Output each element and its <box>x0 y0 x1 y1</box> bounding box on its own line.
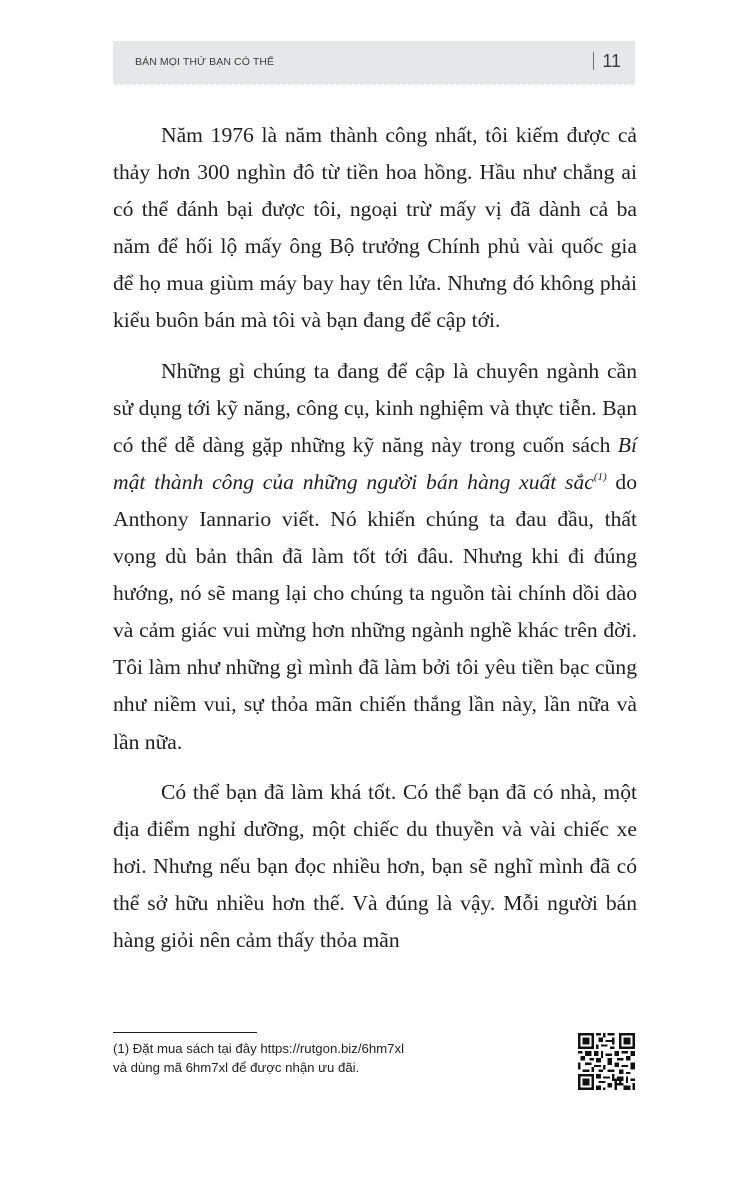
paragraph-2 <box>113 353 637 761</box>
footnote-line-2: và dùng mã 6hm7xl để được nhận ưu đãi. <box>113 1060 360 1075</box>
page-number-group <box>593 50 621 72</box>
running-header <box>113 41 635 84</box>
qr-code-icon[interactable] <box>578 1033 635 1090</box>
footnote <box>113 1039 493 1077</box>
header-separator <box>593 52 595 70</box>
paragraph-2-tail: do Anthony Iannario viết. Nó khiến chúng ta đau đầu, thất vọng dù bản thân đã làm tốt tới đâu. Nhưng khi đi đúng hướng, nó sẽ mang lại cho chúng ta nguồn tài chính dồi dào và cảm giác vui mừng hơn những ngành nghề khác trên đời. Tôi làm như những gì mình đã làm bởi tôi yêu tiền bạc cũng như niềm vui, sự thỏa mãn chiến thắng lần này, lần nữa và lần nữa. <box>113 469 637 754</box>
book-title: Bí mật thành công của những người bán hàng xuất sắc <box>113 432 637 494</box>
paragraph-2-lead: Những gì chúng ta đang để cập là chuyên ngành cần sử dụng tới kỹ năng, công cụ, kinh nghiệm và thực tiễn. Bạn có thể dễ dàng gặp những kỹ năng này trong cuốn sách <box>113 358 637 457</box>
running-title: BÁN MỌI THỨ BẠN CÓ THỂ <box>135 56 275 68</box>
footnote-divider <box>113 1032 257 1033</box>
paragraph-3: Có thể bạn đã làm khá tốt. Có thể bạn đã có nhà, một địa điểm nghỉ dưỡng, một chiếc du thuyền và vài chiếc xe hơi. Nhưng nếu bạn đọc nhiều hơn, bạn sẽ nghĩ mình đã có thể sở hữu nhiều hơn thế. Và đúng là vậy. Mỗi người bán hàng giỏi nên cảm thấy thỏa mãn <box>113 779 637 952</box>
body-text <box>113 117 637 959</box>
footnote-reference[interactable]: (1) <box>593 470 607 483</box>
page-number: 11 <box>602 51 621 71</box>
footnote-line-1[interactable]: (1) Đặt mua sách tại đây https://rutgon.biz/6hm7xl <box>113 1041 404 1056</box>
paragraph-1: Năm 1976 là năm thành công nhất, tôi kiếm được cả thảy hơn 300 nghìn đô từ tiền hoa hồng. Hầu như chẳng ai có thể đánh bại được tôi, ngoại trừ mấy vị đã dành cả ba năm để hối lộ mấy ông Bộ trưởng Chính phủ vài quốc gia để họ mua giùm máy bay hay tên lửa. Nhưng đó không phải kiểu buôn bán mà tôi và bạn đang để cập tới. <box>113 123 637 333</box>
